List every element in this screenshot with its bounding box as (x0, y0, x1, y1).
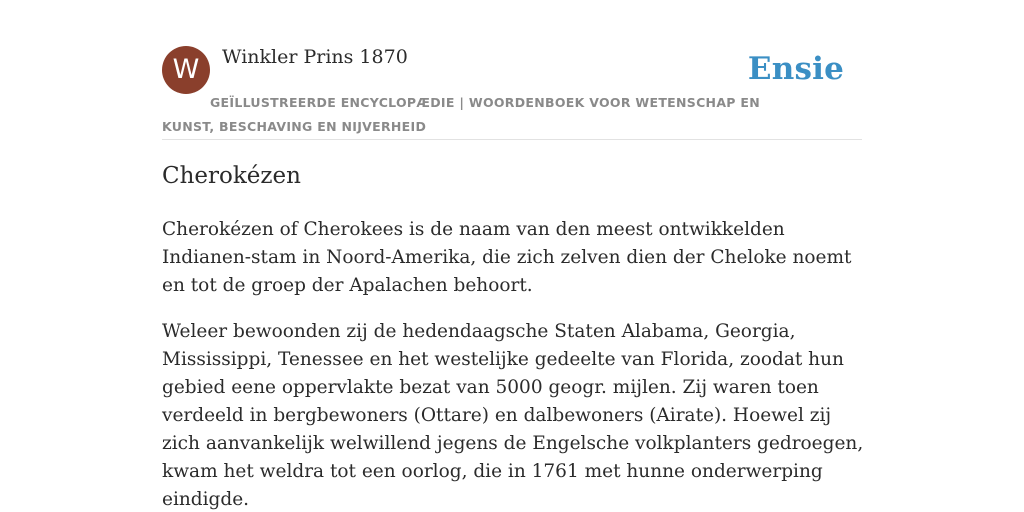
source-subtitle: GEÏLLUSTREERDE ENCYCLOPÆDIE | WOORDENBOEK VOOR WETENSCHAP EN KUNST, BESCHAVING EN NIJVERHEID (162, 95, 760, 134)
source-avatar[interactable]: W (162, 46, 210, 94)
header-divider (162, 139, 862, 140)
article-title: Cherokézen (162, 163, 301, 189)
article-body (162, 216, 867, 512)
ensie-logo[interactable]: Ensie (747, 51, 844, 87)
source-title-link[interactable]: Winkler Prins 1870 (222, 46, 408, 68)
article-paragraph: Cherokézen of Cherokees is de naam van den meest ontwikkelden Indianen-stam in Noord-Amerika, die zich zelven dien der Cheloke noemt en tot de groep der Apalachen behoort. (162, 219, 852, 296)
article-paragraph: Weleer bewoonden zij de hedendaagsche Staten Alabama, Georgia, Mississippi, Tenessee en het westelijke gedeelte van Florida, zoodat hun gebied eene oppervlakte bezat van 5000 geogr. mijlen. Zij waren toen verdeeld in bergbewoners (Ottare) en dalbewoners (Airate). Hoewel zij zich aanvankelijk welwillend jegens de Engelsche volkplanters gedroegen, kwam het weldra tot een oorlog, die in 1761 met hunne onderwerping eindigde. (162, 321, 864, 510)
